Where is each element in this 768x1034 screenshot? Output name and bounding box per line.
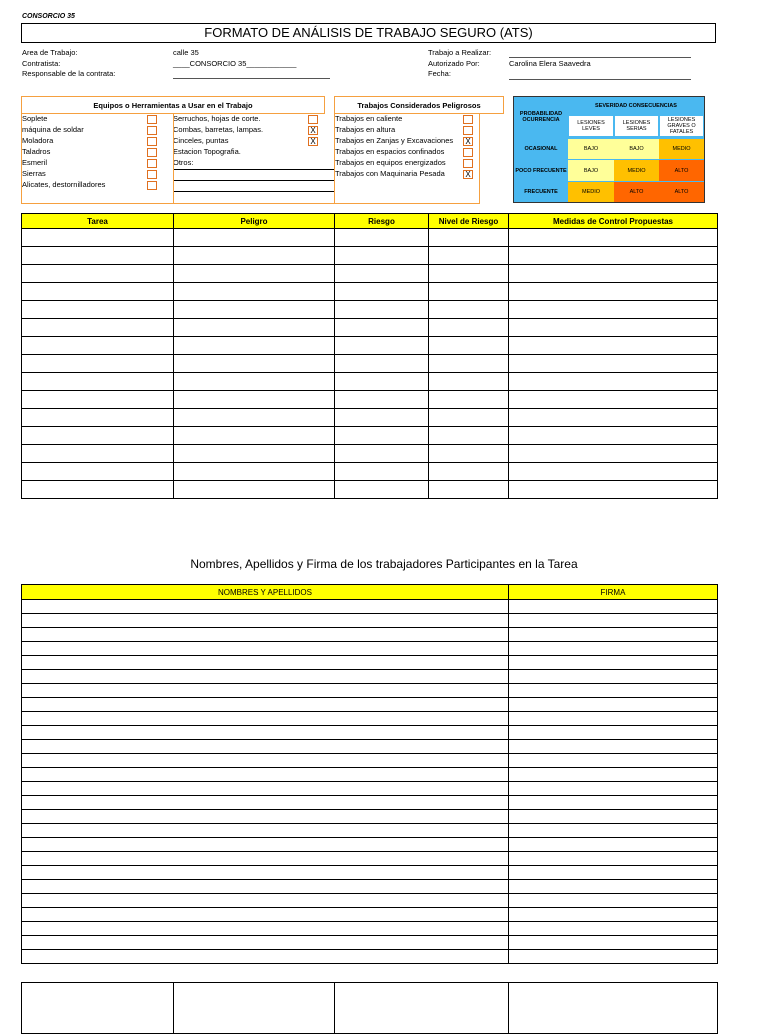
hazard-checkbox[interactable]: X <box>463 137 473 146</box>
table-row <box>22 698 718 712</box>
table-cell[interactable] <box>509 337 718 355</box>
table-cell[interactable] <box>22 950 509 964</box>
hazard-item: Trabajos en altura <box>335 125 396 134</box>
table-row <box>22 810 718 824</box>
table-cell[interactable] <box>429 229 509 247</box>
table-cell[interactable] <box>509 409 718 427</box>
table-cell[interactable] <box>429 445 509 463</box>
equipment-item: Combas, barretas, lampas. <box>173 125 264 134</box>
table-row <box>22 391 718 409</box>
table-cell[interactable] <box>335 463 429 481</box>
risk-matrix <box>513 96 705 203</box>
table-cell[interactable] <box>509 894 718 908</box>
table-cell[interactable] <box>22 670 509 684</box>
table-cell[interactable] <box>509 600 718 614</box>
table-cell[interactable] <box>22 726 509 740</box>
table-cell[interactable] <box>174 373 335 391</box>
table-cell[interactable] <box>429 481 509 499</box>
table-cell[interactable] <box>509 265 718 283</box>
table-cell[interactable] <box>509 319 718 337</box>
signature-box[interactable] <box>174 983 335 1034</box>
table-cell[interactable] <box>509 698 718 712</box>
table-cell[interactable] <box>335 445 429 463</box>
table-cell[interactable] <box>429 301 509 319</box>
task-label: Trabajo a Realizar: <box>428 48 492 57</box>
table-cell[interactable] <box>335 409 429 427</box>
table-cell[interactable] <box>22 684 509 698</box>
table-cell[interactable] <box>22 852 509 866</box>
table-row <box>22 670 718 684</box>
col-header-signature: FIRMA <box>509 585 718 600</box>
workers-title: Nombres, Apellidos y Firma de los trabajadores Participantes en la Tarea <box>190 557 578 571</box>
table-row <box>22 229 718 247</box>
risk-cell: BAJO <box>614 139 659 159</box>
table-cell[interactable] <box>429 355 509 373</box>
table-row <box>22 782 718 796</box>
probability-row: FRECUENTE <box>524 189 558 195</box>
table-cell[interactable] <box>174 265 335 283</box>
company-name: CONSORCIO 35 <box>22 13 75 20</box>
table-cell[interactable] <box>22 628 509 642</box>
table-row <box>22 600 718 614</box>
table-cell[interactable] <box>509 684 718 698</box>
table-cell[interactable] <box>22 463 174 481</box>
table-cell[interactable] <box>509 782 718 796</box>
table-cell[interactable] <box>509 768 718 782</box>
table-cell[interactable] <box>509 391 718 409</box>
risk-cell: BAJO <box>568 139 614 159</box>
table-cell[interactable] <box>335 265 429 283</box>
table-cell[interactable] <box>22 642 509 656</box>
table-cell[interactable] <box>509 463 718 481</box>
risk-cell: MEDIO <box>659 139 704 159</box>
table-cell[interactable] <box>429 409 509 427</box>
equipment-item: Soplete <box>22 114 48 123</box>
table-cell[interactable] <box>174 301 335 319</box>
table-cell[interactable] <box>509 445 718 463</box>
hazard-item: Trabajos en equipos energizados <box>335 158 446 167</box>
table-row <box>22 796 718 810</box>
table-cell[interactable] <box>22 908 509 922</box>
table-cell[interactable] <box>22 427 174 445</box>
risk-cell: ALTO <box>659 182 704 202</box>
equipment-checkbox[interactable]: X <box>308 137 318 146</box>
equipment-title: Equipos o Herramientas a Usar en el Trabajo <box>93 101 253 110</box>
equipment-checkbox[interactable]: X <box>308 126 318 135</box>
equipment-border <box>21 114 335 204</box>
severity-label: SEVERIDAD CONSECUENCIAS <box>595 103 677 109</box>
table-cell[interactable] <box>22 337 174 355</box>
table-cell[interactable] <box>509 726 718 740</box>
table-cell[interactable] <box>429 463 509 481</box>
hazard-checkbox[interactable]: X <box>463 170 473 179</box>
table-cell[interactable] <box>429 337 509 355</box>
table-cell[interactable] <box>335 283 429 301</box>
workers-table <box>21 584 718 964</box>
risk-cell: BAJO <box>568 160 614 181</box>
responsible-label: Responsable de la contrata: <box>22 69 116 78</box>
table-cell[interactable] <box>509 642 718 656</box>
table-cell[interactable] <box>174 319 335 337</box>
task-table-header <box>22 214 718 229</box>
table-cell[interactable] <box>335 247 429 265</box>
risk-cell: MEDIO <box>568 182 614 202</box>
table-cell[interactable] <box>22 355 174 373</box>
table-row <box>22 301 718 319</box>
table-row <box>22 908 718 922</box>
table-cell[interactable] <box>509 950 718 964</box>
equipment-header <box>21 96 325 114</box>
table-cell[interactable] <box>509 247 718 265</box>
table-cell[interactable] <box>22 600 509 614</box>
col-header-risk-level: Nivel de Riesgo <box>429 214 509 229</box>
date-label: Fecha: <box>428 69 451 78</box>
risk-cell: ALTO <box>659 160 704 181</box>
area-value: calle 35 <box>173 48 199 57</box>
table-cell[interactable] <box>174 247 335 265</box>
table-cell[interactable] <box>22 810 509 824</box>
table-cell[interactable] <box>509 427 718 445</box>
hazard-title: Trabajos Considerados Peligrosos <box>357 101 481 110</box>
table-cell[interactable] <box>174 427 335 445</box>
table-cell[interactable] <box>174 337 335 355</box>
table-row <box>22 838 718 852</box>
equipment-item: Cinceles, puntas <box>173 136 229 145</box>
table-row <box>22 894 718 908</box>
table-cell[interactable] <box>22 247 174 265</box>
workers-table-header <box>22 585 718 600</box>
table-cell[interactable] <box>509 229 718 247</box>
equipment-item: Alicates, destornilladores <box>22 180 106 189</box>
area-label: Area de Trabajo: <box>22 48 78 57</box>
table-cell[interactable] <box>22 391 174 409</box>
signature-box[interactable] <box>335 983 509 1034</box>
table-row <box>22 247 718 265</box>
table-cell[interactable] <box>174 463 335 481</box>
hazard-item: Trabajos en espacios confinados <box>335 147 445 156</box>
col-header-risk: Riesgo <box>335 214 429 229</box>
table-row <box>22 936 718 950</box>
authorized-label: Autorizado Por: <box>428 58 480 68</box>
table-cell[interactable] <box>509 614 718 628</box>
col-header-hazard: Peligro <box>174 214 335 229</box>
severity-col: LESIONES SERIAS <box>614 115 659 137</box>
equipment-item: Taladros <box>22 147 51 156</box>
table-cell[interactable] <box>22 712 509 726</box>
table-cell[interactable] <box>335 355 429 373</box>
table-row <box>22 628 718 642</box>
table-cell[interactable] <box>509 824 718 838</box>
header-right-values <box>509 48 691 80</box>
table-row <box>22 768 718 782</box>
table-row <box>22 337 718 355</box>
table-row <box>22 950 718 964</box>
contractor-value: ____CONSORCIO 35____________ <box>173 58 297 68</box>
table-cell[interactable] <box>174 409 335 427</box>
table-cell[interactable] <box>22 922 509 936</box>
table-row <box>22 427 718 445</box>
responsible-value <box>173 69 330 79</box>
table-cell[interactable] <box>22 445 174 463</box>
table-row <box>22 614 718 628</box>
probability-label: PROBABILIDAD OCURRENCIA <box>519 111 563 123</box>
table-cell[interactable] <box>335 229 429 247</box>
table-cell[interactable] <box>509 481 718 499</box>
hazard-item: Trabajos con Maquinaria Pesada <box>335 169 445 178</box>
table-row <box>22 355 718 373</box>
equipment-item: máquina de soldar <box>22 125 84 134</box>
contractor-label: Contratista: <box>22 58 61 68</box>
table-cell[interactable] <box>509 712 718 726</box>
table-cell[interactable] <box>509 922 718 936</box>
table-cell[interactable] <box>509 301 718 319</box>
table-row <box>22 684 718 698</box>
header-left-values <box>173 48 330 79</box>
table-cell[interactable] <box>22 481 174 499</box>
probability-row: POCO FRECUENTE <box>515 167 567 174</box>
table-row <box>22 740 718 754</box>
table-cell[interactable] <box>22 283 174 301</box>
risk-cell: ALTO <box>614 182 659 202</box>
table-cell[interactable] <box>509 810 718 824</box>
table-cell[interactable] <box>174 355 335 373</box>
table-cell[interactable] <box>22 880 509 894</box>
table-cell[interactable] <box>22 698 509 712</box>
table-row <box>22 754 718 768</box>
task-table <box>21 213 718 499</box>
equipment-item: Estacion Topografia. <box>173 147 241 156</box>
table-cell[interactable] <box>22 824 509 838</box>
table-cell[interactable] <box>22 768 509 782</box>
table-cell[interactable] <box>335 337 429 355</box>
table-cell[interactable] <box>174 229 335 247</box>
table-cell[interactable] <box>335 427 429 445</box>
table-cell[interactable] <box>22 894 509 908</box>
table-cell[interactable] <box>22 740 509 754</box>
task-value <box>509 48 691 58</box>
table-cell[interactable] <box>22 265 174 283</box>
table-cell[interactable] <box>509 656 718 670</box>
col-header-task: Tarea <box>22 214 174 229</box>
hazard-header <box>334 96 504 114</box>
table-cell[interactable] <box>22 614 509 628</box>
table-cell[interactable] <box>22 936 509 950</box>
equipment-item: Serruchos, hojas de corte. <box>173 114 261 123</box>
table-cell[interactable] <box>174 283 335 301</box>
table-row <box>22 265 718 283</box>
signature-box[interactable] <box>509 983 718 1034</box>
table-row <box>22 922 718 936</box>
table-row <box>22 373 718 391</box>
table-cell[interactable] <box>509 880 718 894</box>
table-cell[interactable] <box>335 319 429 337</box>
table-cell[interactable] <box>22 301 174 319</box>
table-cell[interactable] <box>335 391 429 409</box>
equipment-list <box>21 114 334 204</box>
table-row <box>22 319 718 337</box>
table-cell[interactable] <box>429 373 509 391</box>
table-cell[interactable] <box>509 628 718 642</box>
probability-row: OCASIONAL <box>524 146 558 152</box>
table-cell[interactable] <box>509 936 718 950</box>
table-cell[interactable] <box>335 481 429 499</box>
risk-cell: MEDIO <box>614 160 659 181</box>
table-cell[interactable] <box>22 754 509 768</box>
table-row <box>22 852 718 866</box>
equipment-item: Esmeril <box>22 158 48 167</box>
table-cell[interactable] <box>174 445 335 463</box>
table-row <box>22 463 718 481</box>
table-cell[interactable] <box>429 247 509 265</box>
header-right-labels <box>428 48 491 80</box>
equipment-item: Moladora <box>22 136 54 145</box>
hazard-border <box>334 114 480 204</box>
table-cell[interactable] <box>22 866 509 880</box>
table-cell[interactable] <box>509 908 718 922</box>
date-value <box>509 70 691 80</box>
equipment-item: Otros: <box>173 158 194 167</box>
table-cell[interactable] <box>22 796 509 810</box>
table-cell[interactable] <box>509 670 718 684</box>
table-cell[interactable] <box>22 782 509 796</box>
table-row <box>22 283 718 301</box>
table-cell[interactable] <box>429 319 509 337</box>
table-row <box>22 712 718 726</box>
signature-row <box>22 983 718 1034</box>
table-cell[interactable] <box>335 373 429 391</box>
col-header-names: NOMBRES Y APELLIDOS <box>22 585 509 600</box>
table-cell[interactable] <box>509 838 718 852</box>
table-cell[interactable] <box>509 740 718 754</box>
table-cell[interactable] <box>509 283 718 301</box>
header-left-labels <box>22 48 115 80</box>
table-cell[interactable] <box>509 796 718 810</box>
severity-col: LESIONES LEVES <box>568 115 614 137</box>
table-cell[interactable] <box>174 481 335 499</box>
table-cell[interactable] <box>429 427 509 445</box>
page-title: FORMATO DE ANÁLISIS DE TRABAJO SEGURO (ATS) <box>21 23 716 43</box>
table-row <box>22 642 718 656</box>
table-cell[interactable] <box>509 866 718 880</box>
authorized-value: Carolina Elera Saavedra <box>509 59 591 68</box>
table-cell[interactable] <box>509 373 718 391</box>
equipment-item: Sierras <box>22 169 46 178</box>
signature-box[interactable] <box>22 983 174 1034</box>
table-cell[interactable] <box>509 754 718 768</box>
table-cell[interactable] <box>22 229 174 247</box>
table-row <box>22 880 718 894</box>
hazard-item: Trabajos en Zanjas y Excavaciones <box>335 136 454 145</box>
table-cell[interactable] <box>429 283 509 301</box>
table-cell[interactable] <box>22 838 509 852</box>
table-cell[interactable] <box>174 391 335 409</box>
table-cell[interactable] <box>509 355 718 373</box>
table-row <box>22 726 718 740</box>
table-row <box>22 866 718 880</box>
table-row <box>22 481 718 499</box>
table-row <box>22 409 718 427</box>
table-row <box>22 656 718 670</box>
table-row <box>22 824 718 838</box>
table-cell[interactable] <box>22 409 174 427</box>
table-cell[interactable] <box>335 301 429 319</box>
table-cell[interactable] <box>509 852 718 866</box>
table-cell[interactable] <box>429 265 509 283</box>
signature-boxes <box>21 982 718 1034</box>
table-cell[interactable] <box>22 373 174 391</box>
table-cell[interactable] <box>22 656 509 670</box>
hazard-list <box>334 114 479 204</box>
table-row <box>22 445 718 463</box>
table-cell[interactable] <box>22 319 174 337</box>
table-cell[interactable] <box>429 391 509 409</box>
severity-col: LESIONES GRAVES O FATALES <box>659 115 704 137</box>
col-header-control: Medidas de Control Propuestas <box>509 214 718 229</box>
hazard-item: Trabajos en caliente <box>335 114 403 123</box>
